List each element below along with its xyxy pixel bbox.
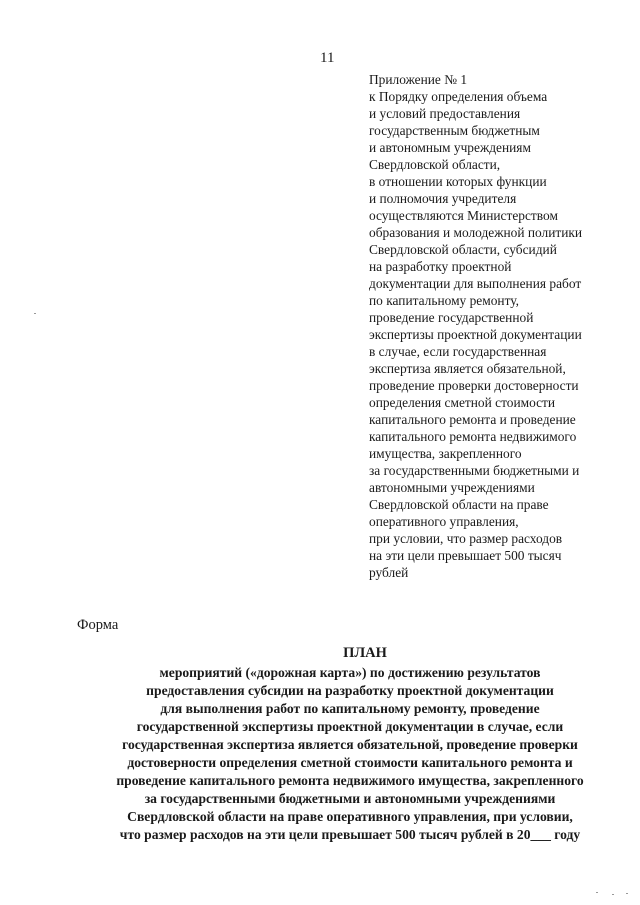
appendix-line: капитального ремонта недвижимого [369, 429, 577, 444]
appendix-line: проведение проверки достоверности [369, 378, 579, 393]
appendix-line: Свердловской области, субсидий [369, 242, 557, 257]
page-number: 11 [320, 50, 335, 66]
appendix-line: Свердловской области, [369, 157, 501, 172]
appendix-line: в отношении которых функции [369, 174, 547, 189]
appendix-header [369, 71, 637, 581]
appendix-line: и полномочия учредителя [369, 191, 517, 206]
appendix-line: капитального ремонта и проведение [369, 412, 576, 427]
appendix-line: определения сметной стоимости [369, 395, 556, 410]
plan-heading-line: за государственными бюджетными и автономными учреждениями [144, 791, 556, 806]
appendix-line: оперативного управления, [369, 514, 519, 529]
scan-speck [34, 313, 36, 314]
plan-heading-line: что размер расходов на эти цели превышает 500 тысяч рублей в 20___ году [119, 827, 581, 842]
appendix-line: проведение государственной [369, 310, 534, 325]
plan-heading-line: предоставления субсидии на разработку проектной документации [146, 683, 554, 698]
plan-title: ПЛАН [343, 645, 387, 661]
appendix-line: в случае, если государственная [369, 344, 547, 359]
appendix-line: экспертизы проектной документации [369, 327, 582, 342]
plan-heading-line: мероприятий («дорожная карта») по достижению результатов [159, 665, 541, 680]
appendix-line: экспертиза является обязательной, [369, 361, 566, 376]
plan-heading-block [60, 644, 640, 844]
appendix-line: документации для выполнения работ [369, 276, 582, 291]
plan-heading-line: проведение капитального ремонта недвижимого имущества, закрепленного [116, 773, 584, 788]
form-label: Форма [77, 617, 119, 633]
plan-heading-line: Свердловской области на праве оперативного управления, при условии, [127, 809, 573, 824]
appendix-line: на разработку проектной [369, 259, 512, 274]
scan-speck [626, 893, 628, 894]
appendix-line: по капитальному ремонту, [369, 293, 519, 308]
appendix-line: при условии, что размер расходов [369, 531, 563, 546]
appendix-line: образования и молодежной политики [369, 225, 583, 240]
appendix-line: автономными учреждениями [369, 480, 535, 495]
appendix-line: государственным бюджетным [369, 123, 540, 138]
appendix-line: к Порядку определения объема [369, 89, 548, 104]
appendix-line: Свердловской области на праве [369, 497, 549, 512]
plan-heading-line: достоверности определения сметной стоимости капитального ремонта и [127, 755, 573, 770]
appendix-line: на эти цели превышает 500 тысяч [369, 548, 562, 563]
plan-heading-line: государственной экспертизы проектной документации в случае, если [136, 719, 564, 734]
appendix-line: осуществляются Министерством [369, 208, 558, 223]
scan-speck [596, 892, 598, 893]
scan-speck [612, 894, 614, 895]
appendix-line: за государственными бюджетными и [369, 463, 580, 478]
appendix-line: имущества, закрепленного [369, 446, 522, 461]
appendix-line: и автономным учреждениям [369, 140, 531, 155]
plan-heading-line: государственная экспертиза является обязательной, проведение проверки [122, 737, 578, 752]
plan-heading-line: для выполнения работ по капитальному ремонту, проведение [160, 701, 540, 716]
appendix-line: рублей [369, 565, 409, 580]
appendix-line: Приложение № 1 [369, 72, 468, 87]
appendix-line: и условий предоставления [369, 106, 521, 121]
